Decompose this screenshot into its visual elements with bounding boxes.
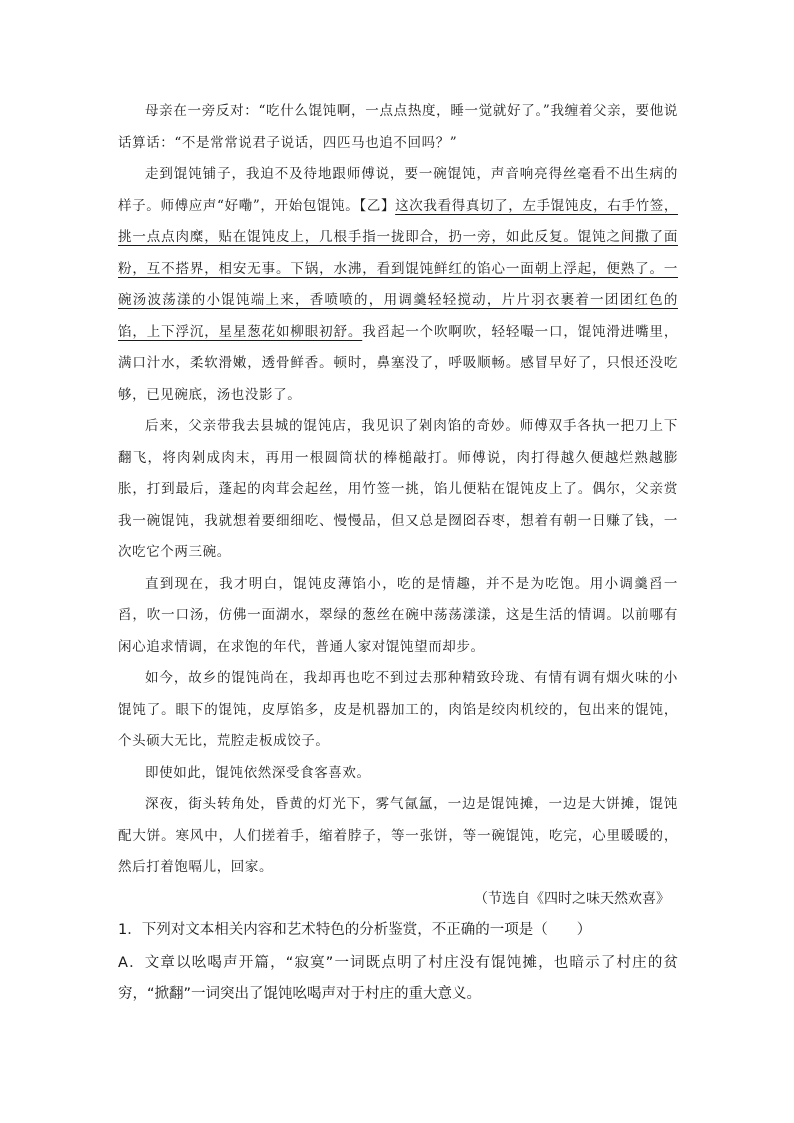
document-page: [118, 96, 678, 1010]
question-stem: 1．下列对文本相关内容和艺术特色的分析鉴赏，不正确的一项是（ ）: [118, 921, 592, 938]
paragraph-7: 深夜，街头转角处，昏黄的灯光下，雾气氤氲，一边是馄饨摊，一边是大饼摊，馄饨配大饼。寒风中，人们搓着手，缩着脖子，等一张饼，等一碗馄饨，吃完，心里暖暖的，然后打着饱嗝儿，回家。: [118, 796, 678, 875]
paragraph-2-intro: 走到馄饨铺子，我迫不及待地跟师傅说，要一碗馄饨，声音响亮得丝毫看不出生病的样子。师傅应声“好嘞”，开始包馄饨。【乙】: [118, 166, 678, 214]
paragraph-3: 后来，父亲带我去县城的馄饨店，我见识了剁肉馅的奇妙。师傅双手各执一把刀上下翻飞，将肉剁成肉末，再用一根圆筒状的棒槌敲打。师傅说，肉打得越久便越烂熟越膨胀，打到最后，蓬起的肉茸会起丝，用竹签一挑，馅儿便粘在馄饨皮上了。偶尔，父亲赏我一碗馄饨，我就想着要细细吃、慢慢品，但又总是囫囵吞枣，想着有朝一日赚了钱，一次吃它个两三碗。: [118, 418, 678, 560]
paragraph-6: 即使如此，馄饨依然深受食客喜欢。: [145, 764, 371, 781]
paragraph-5: 如今，故乡的馄饨尚在，我却再也吃不到过去那种精致玲珑、有情有调有烟火味的小馄饨了。眼下的馄饨，皮厚馅多，皮是机器加工的，肉馅是绞肉机绞的，包出来的馄饨，个头硕大无比，荒腔走板成饺子。: [118, 670, 678, 749]
paragraph-2-end: 我舀起一个吹啊吹，轻轻嘬一口，馄饨滑进嘴里，满口汁水，柔软滑嫩，透骨鲜香。顿时，鼻塞没了，呼吸顺畅。感冒早好了，只恨还没吃够，已见碗底，汤也没影了。: [118, 323, 678, 403]
paragraph-2: [118, 159, 678, 411]
underlined-passage-yi: 这次我看得真切了，左手馄饨皮，右手竹签，挑一点点肉糜，贴在馄饨皮上，几根手指一拢即合，扔一旁，如此反复。馄饨之间撒了面粉，互不搭界，相安无事。下锅，水沸，看到馄饨鲜红的馅心一面朝上浮起，便熟了。一碗汤波荡漾的小馄饨端上来，香喷喷的，用调羹轻轻搅动，片片羽衣裹着一团团红色的馅，上下浮沉，星星葱花如柳眼初舒。: [118, 197, 679, 340]
source-citation: （节选自《四时之味天然欢喜》: [474, 890, 670, 907]
paragraph-1: 母亲在一旁反对：“吃什么馄饨啊，一点点热度，睡一觉就好了。”我缠着父亲，要他说话算话：“不是常常说君子说话，四匹马也追不回吗？”: [118, 103, 678, 151]
paragraph-4: 直到现在，我才明白，馄饨皮薄馅小，吃的是情趣，并不是为吃饱。用小调羹舀一舀，吹一口汤，仿佛一面湖水，翠绿的葱丝在碗中荡荡漾漾，这是生活的情调。以前哪有闲心追求情调，在求饱的年代，普通人家对馄饨望而却步。: [118, 575, 678, 655]
option-a: A．文章以吆喝声开篇，“寂寞”一词既点明了村庄没有馄饨摊，也暗示了村庄的贫穷，“掀翻”一词突出了馄饨吆喝声对于村庄的重大意义。: [118, 954, 678, 1002]
